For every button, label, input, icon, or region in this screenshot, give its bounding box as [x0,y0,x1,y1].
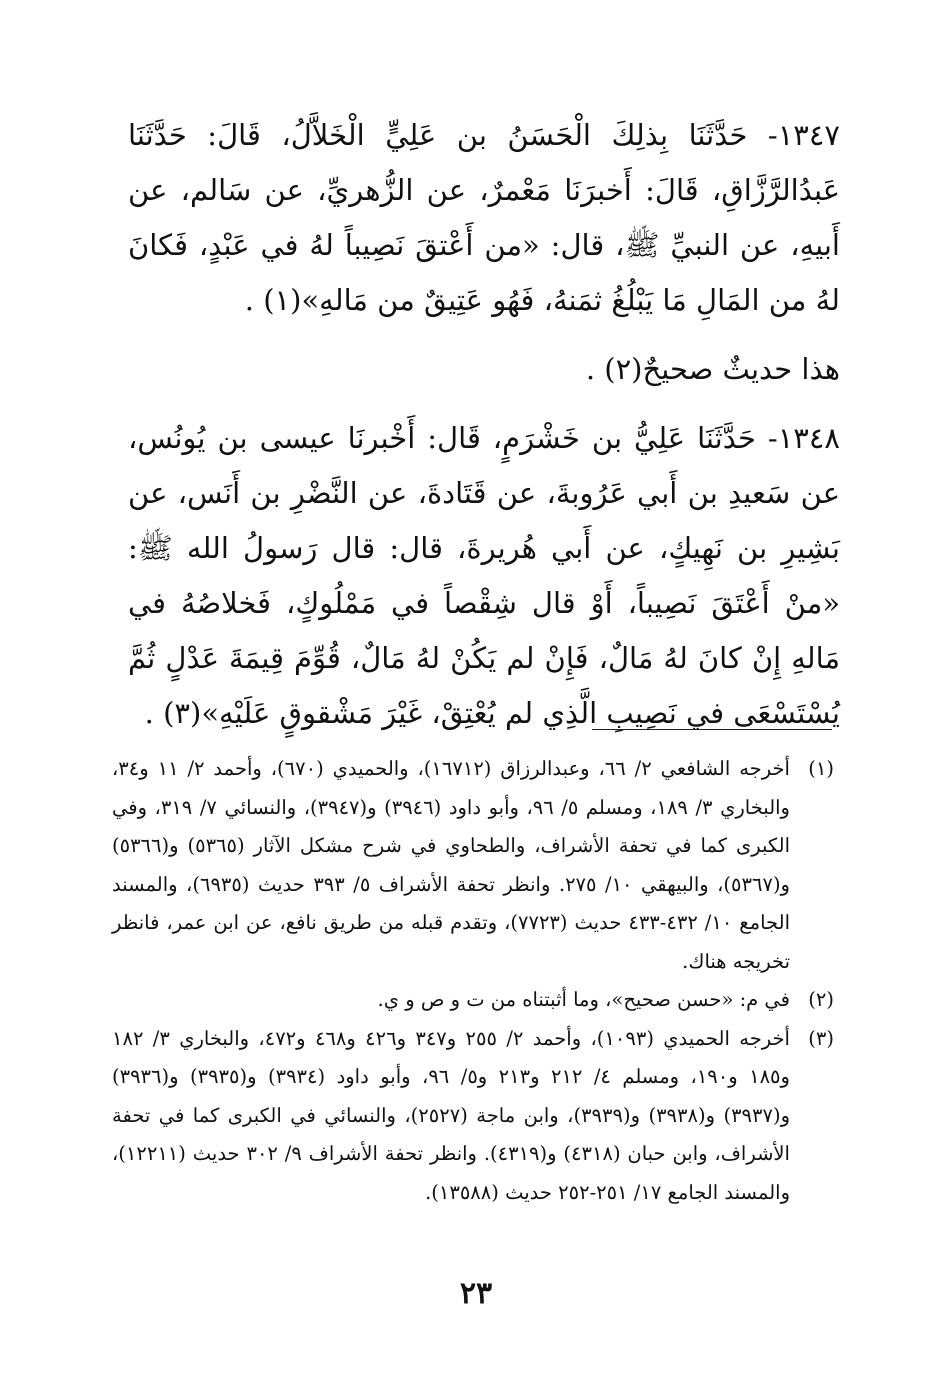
footnote-2-number: (٢) [808,988,834,1011]
paragraph-gap [128,328,840,342]
footnotes-block [112,750,834,1212]
hadith-grading-paragraph: هذا حديثٌ صحيحٌ(٢) . [585,352,840,386]
footnote-3-number: (٣) [808,1026,834,1050]
paragraph-gap [128,397,840,411]
footnote-1-text: أخرجه الشافعي ٢/ ٦٦، وعبدالرزاق (١٦٧١٢)، والحميدي (٦٧٠)، وأحمد ٢/ ١١ و٣٤، والبخاري ٣/ ١٨٩، ومسلم ٥/ ٩٦، وأبو داود (٣٩٤٦) و(٣٩٤٧)، والنسائي ٧/ ٣١٩، وفي الكبرى كما في تحفة الأشراف، والطحاوي في شرح مشكل الآثار (٥٣٦٥) و(٥٣٦٦) و(٥٣٦٧)، والبيهقي ١٠/ ٢٧٥. وانظر تحفة الأشراف ٥/ ٣٩٣ حديث (٦٩٣٥)، والمسند الجامع ١٠/ ٤٣٢-٤٣٣ حديث (٧٧٢٣)، وتقدم قبله من طريق نافع، عن ابن عمر، فانظر تخريجه هناك. [112,757,790,973]
hadith-1348-paragraph: ١٣٤٨- حَدَّثَنَا عَلِيُّ بن خَشْرَمٍ، قَال: أَخْبرنَا عيسى بن يُونُس، عن سَعيدِ بن أَبي عَرُوبةَ، عن قَتَادةَ، عن النَّضْرِ بن أَنَس، عن بَشِيرِ بن نَهِيكٍ، عن أَبي هُريرةَ، قال: قال رَسولُ الله ﷺ: «منْ أَعْتَقَ نَصِيباً، أَوْ قال شِقْصاً في مَمْلُوكٍ، فَخلاصُهُ في مَالهِ إِنْ كانَ لهُ مَالٌ، فَإِنْ لم يَكُنْ لهُ مَالٌ، قُوِّمَ قِيمَةَ عَدْلٍ ثُمَّ يُسْتَسْعَى في نَصِيبِ الَّذِي لم يُعْتِقْ، غَيْرَ مَشْقوقٍ عَلَيْهِ»(٣) . [128,421,840,730]
footnote-1 [112,750,834,981]
page-number: ٢٣ [459,1276,493,1311]
footnote-separator-rule [592,729,832,730]
hadith-text-block [128,108,840,741]
footnote-2-text: في م: «حسن صحيح»، وما أثبتناه من ت و ص و ي. [377,988,790,1011]
footnote-1-number: (١) [808,757,834,780]
hadith-1347-paragraph: ١٣٤٧- حَدَّثَنَا بِذلِكَ الْحَسَنُ بن عَلِيٍّ الْخَلاَّلُ، قَالَ: حَدَّثَنَا عَبدُالرَّزَّاقِ، قَالَ: أَخبرَنَا مَعْمرٌ، عن الزُّهريِّ، عن سَالم، عن أَبيهِ، عن النبيِّ ﷺ، قال: «من أَعْتقَ نَصِيباً لهُ في عَبْدٍ، فَكانَ لهُ من المَالِ مَا يَبْلُغُ ثمَنهُ، فَهُو عَتِيقٌ من مَالهِ»(١) . [128,118,840,317]
footnote-3 [112,1020,834,1213]
footnote-2 [112,981,834,1020]
footnote-3-text: أخرجه الحميدي (١٠٩٣)، وأحمد ٢/ ٢٥٥ و٣٤٧ و٤٢٦ و٤٦٨ و٤٧٢، والبخاري ٣/ ١٨٢ و١٨٥ و١٩٠، ومسلم ٤/ ٢١٢ و٢١٣ و٥/ ٩٦، وأبو داود (٣٩٣٤) و(٣٩٣٥) و(٣٩٣٦) و(٣٩٣٧) و(٣٩٣٨) و(٣٩٣٩)، وابن ماجة (٢٥٢٧)، والنسائي في الكبرى كما في تحفة الأشراف، وابن حبان (٤٣١٨) و(٤٣١٩). وانظر تحفة الأشراف ٩/ ٣٠٢ حديث (١٢٢١١)، والمسند الجامع ١٧/ ٢٥١-٢٥٢ حديث (١٣٥٨٨). [112,1026,790,1204]
